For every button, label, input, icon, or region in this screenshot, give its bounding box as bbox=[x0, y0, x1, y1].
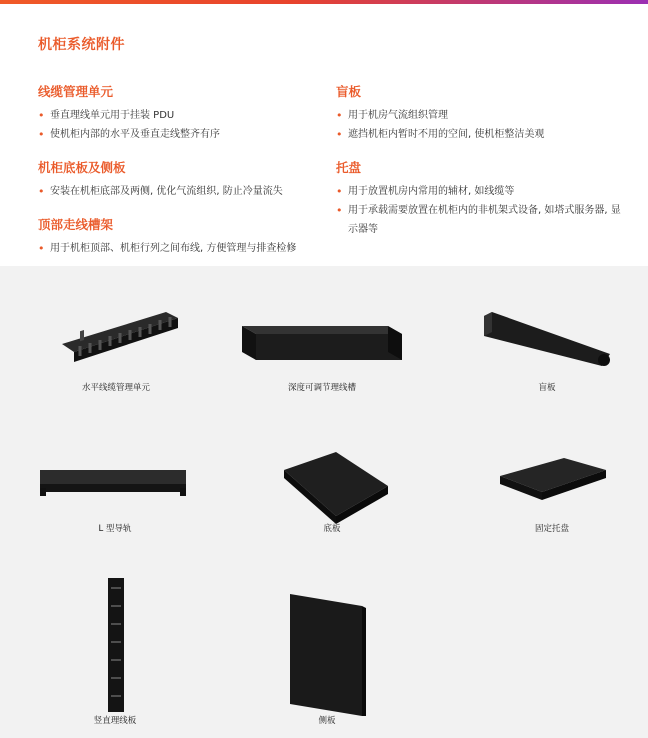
bullet-item: • 用于机房气流组织管理 bbox=[336, 106, 626, 125]
fixed-tray-image bbox=[496, 456, 610, 506]
page-title: 机柜系统附件 bbox=[38, 37, 125, 53]
side-panel-image bbox=[288, 592, 368, 716]
section-blanking-panel bbox=[336, 82, 626, 144]
vertical-cable-manager-image bbox=[106, 576, 126, 714]
bullet-item: • 安装在机柜底部及两侧, 优化气流组织, 防止冷量流失 bbox=[38, 182, 328, 201]
section-top-cable-tray bbox=[38, 215, 328, 258]
top-accent-bar bbox=[0, 0, 648, 4]
left-column bbox=[38, 82, 328, 272]
product-caption: 竖直理线板 bbox=[93, 716, 137, 726]
bullet-item: • 垂直理线单元用于挂装 PDU bbox=[38, 106, 328, 125]
blanking-panel-image bbox=[482, 310, 612, 368]
bullet-item: • 用于机柜顶部、机柜行列之间布线, 方便管理与排查检修 bbox=[38, 239, 328, 258]
product-caption: 固定托盘 bbox=[534, 524, 570, 534]
bullet-item: • 用于放置机房内常用的辅材, 如线缆等 bbox=[336, 182, 626, 201]
product-caption: 水平线缆管理单元 bbox=[81, 383, 151, 393]
product-caption: 深度可调节理线槽 bbox=[287, 383, 357, 393]
bottom-plate-image bbox=[280, 450, 392, 528]
l-rail-image bbox=[38, 464, 188, 498]
right-column bbox=[336, 82, 626, 253]
bullet-item: • 遮挡机柜内暂时不用的空间, 使机柜整洁美观 bbox=[336, 125, 626, 144]
bullet-item: • 使机柜内部的水平及垂直走线整齐有序 bbox=[38, 125, 328, 144]
product-caption: 侧板 bbox=[318, 716, 336, 726]
section-title: 盲板 bbox=[336, 84, 362, 99]
product-caption: 盲板 bbox=[538, 383, 556, 393]
product-caption: L 型导轨 bbox=[98, 524, 132, 534]
section-title: 线缆管理单元 bbox=[38, 84, 114, 99]
product-gallery bbox=[0, 266, 648, 738]
section-bottom-side-panels bbox=[38, 158, 328, 201]
bullet-item: • 用于承载需要放置在机柜内的非机架式设备, 如塔式服务器, 显示器等 bbox=[336, 201, 626, 239]
section-title: 托盘 bbox=[336, 160, 362, 175]
section-tray bbox=[336, 158, 626, 239]
product-caption: 底板 bbox=[323, 524, 341, 534]
section-title: 顶部走线槽架 bbox=[38, 217, 114, 232]
cable-trough-image bbox=[238, 320, 406, 366]
horizontal-cable-manager-image bbox=[58, 306, 182, 370]
section-title: 机柜底板及侧板 bbox=[38, 160, 126, 175]
section-cable-management bbox=[38, 82, 328, 144]
